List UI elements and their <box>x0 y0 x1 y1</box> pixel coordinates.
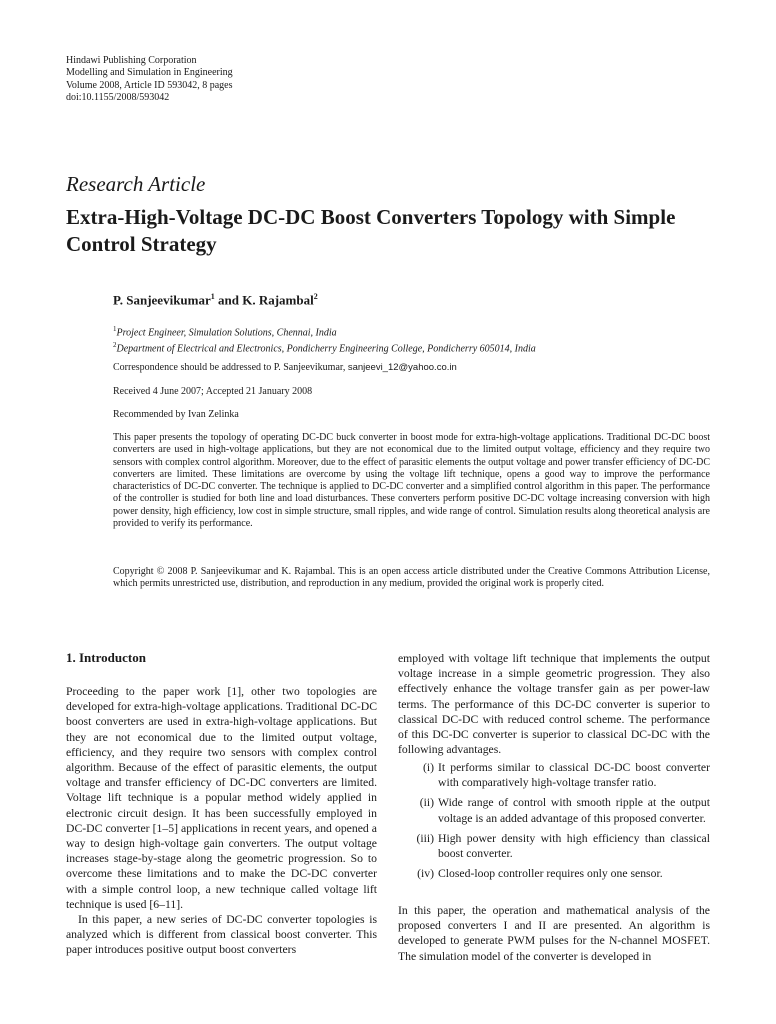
paragraph: Proceeding to the paper work [1], other two topologies are developed for extra-high-voltage applications. Traditional DC-DC boost converters are used in extra-high-voltage applications. But they are not economical due to the limited output voltage, efficiency, and they require two sensors with complex control algorithm. Because of the effect of parasitic elements, the output voltage and transfer efficiency of DC-DC converters are limited. Voltage lift technique is a popular method widely applied in electronic circuit design. It has been successfully employed in DC-DC converter [1–5] applications in recent years, and opened a way to design high-voltage gain converters. The output voltage increases stage-by-stage along the geometric progression. So to overcome these limitations and to make the DC-DC converter with a simple control loop, a new technique called voltage lift technique is used [6–11]. <box>66 685 377 911</box>
list-item <box>398 866 710 881</box>
paragraph: In this paper, the operation and mathematical analysis of the proposed converters I and II are presented. An algorithm is developed to generate PWM pulses for the N-channel MOSFET. The simulation model of the converter is developed in <box>398 904 710 963</box>
author-connector: and <box>214 292 243 308</box>
list-number: (i) <box>422 761 434 774</box>
author-name: P. Sanjeevikumar <box>113 292 211 308</box>
list-number: (ii) <box>419 796 434 810</box>
right-column-continuation <box>398 903 710 964</box>
correspondence <box>113 362 457 373</box>
doi[interactable]: doi:10.1155/2008/593042 <box>66 91 170 103</box>
author-name: K. Rajambal <box>242 292 314 308</box>
section-heading: 1. Introducton <box>66 650 146 665</box>
copyright-notice: Copyright © 2008 P. Sanjeevikumar and K. Rajambal. This is an open access article distributed under the Creative Commons Attribution License, which permits unrestricted use, distribution, and reproduction in any medium, provided the original work is properly cited. <box>113 566 710 590</box>
publisher-name: Hindawi Publishing Corporation <box>66 55 197 66</box>
paragraph: employed with voltage lift technique that implements the output voltage increase in a simple geometric progression. They also effectively enhance the voltage transfer gain as per power-law terms. The performance of this DC-DC converter is superior to classical DC-DC with reduced control scheme. The performance of this DC-DC converter is superior to classical DC-DC with the following advantages. <box>398 652 710 757</box>
abstract: This paper presents the topology of operating DC-DC buck converter in boost mode for extra-high-voltage applications. Traditional DC-DC boost converters are used in high-voltage applications, but they are not economical due to the limited output voltage, efficiency and they require two sensors with complex control algorithm. Moreover, due to the effect of parasitic elements the output voltage and power transfer efficiency of DC-DC converters are limited. These limitations are overcome by using the voltage lift technique, opens a good way to improve the performance characteristics of DC-DC converter. The technique is applied to DC-DC converter and a simplified control algorithm in this paper. The performance of the controller is studied for both line and load disturbances. These converters perform positive DC-DC voltage increasing conversion with high power density, high efficiency, low cost in simple structure, small ripples, and wide range of control. Simulation results along theoretical analysis are provided to verify its performance. <box>113 432 710 530</box>
list-text: High power density with high efficiency than classical boost converter. <box>438 831 710 861</box>
article-type: Research Article <box>66 172 206 196</box>
list-text: Closed-loop controller requires only one sensor. <box>438 867 663 881</box>
paper-title: Extra-High-Voltage DC-DC Boost Converters Topology with Simple Control Strategy <box>66 205 676 256</box>
list-item <box>398 760 710 790</box>
right-column-intro <box>398 651 710 757</box>
affil-marker: 1 <box>113 325 117 333</box>
affiliations <box>113 323 536 356</box>
correspondence-text: Correspondence should be addressed to P. Sanjeevikumar, <box>113 362 348 373</box>
received-accepted-dates: Received 4 June 2007; Accepted 21 January 2008 <box>113 386 313 397</box>
affil-text: Project Engineer, Simulation Solutions, Chennai, India <box>116 327 337 339</box>
list-number: (iv) <box>417 867 434 881</box>
journal-name: Modelling and Simulation in Engineering <box>66 67 233 79</box>
volume-info: Volume 2008, Article ID 593042, 8 pages <box>66 79 233 91</box>
author-affil-marker: 1 <box>210 292 215 301</box>
left-column <box>66 684 377 958</box>
recommended-by: Recommended by Ivan Zelinka <box>113 409 239 420</box>
author-affil-marker: 2 <box>313 292 318 301</box>
affil-text: Department of Electrical and Electronics, Pondicherry Engineering College, Pondicherry 605014, India <box>116 343 536 355</box>
list-item <box>398 795 710 825</box>
list-text: It performs similar to classical DC-DC boost converter with comparatively high-voltage transfer ratio. <box>438 761 710 790</box>
affiliation-2 <box>113 339 536 355</box>
list-item <box>398 831 710 861</box>
correspondence-email-link[interactable]: sanjeevi_12@yahoo.co.in <box>347 362 457 373</box>
publication-info <box>66 55 366 104</box>
author-line <box>113 292 318 308</box>
list-number: (iii) <box>416 831 434 845</box>
list-text: Wide range of control with smooth ripple at the output voltage is an added advantage of this proposed converter. <box>438 796 710 825</box>
paragraph: In this paper, a new series of DC-DC converter topologies is analyzed which is different from classical boost converter. This paper introduces positive output boost converters <box>66 913 377 957</box>
affil-marker: 2 <box>113 341 117 350</box>
affiliation-1 <box>113 323 536 339</box>
advantages-list <box>398 760 710 886</box>
